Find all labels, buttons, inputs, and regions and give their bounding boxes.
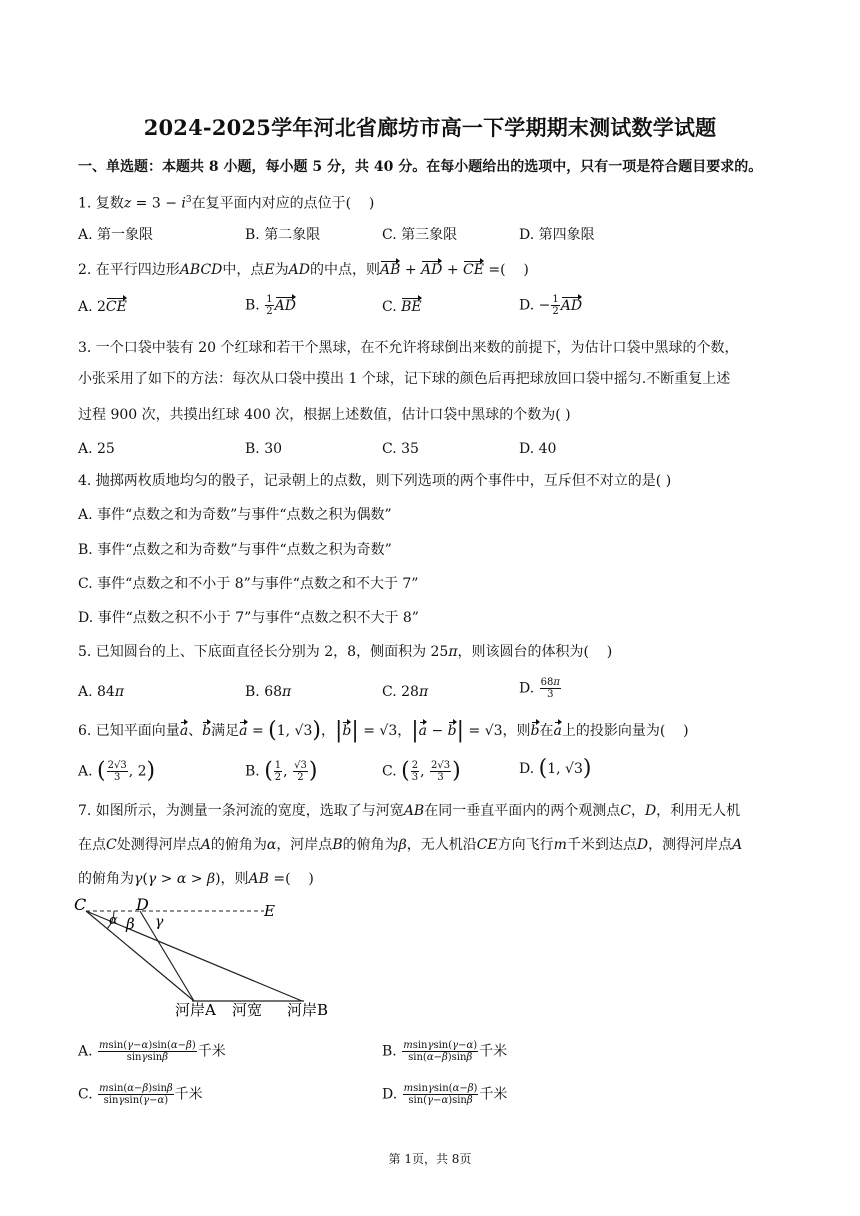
q1-option-d[interactable]: D. 第四象限 <box>519 227 595 243</box>
label-c: C <box>74 895 87 914</box>
q6-option-d[interactable]: D. (1, √3) <box>519 756 592 781</box>
q2-option-b[interactable]: B. $\frac{1}{2}$ AD <box>245 294 296 317</box>
q7-option-b[interactable]: B. $\frac{msin\gamma\sin(\gamma-\alpha)}{\sin(\alpha-\beta)\sin\beta}$ 千米 <box>382 1040 508 1063</box>
q7-option-d[interactable]: D. $\frac{msin\gamma\sin(\alpha-\beta)}{\sin(\gamma-\alpha)\sin\beta}$ 千米 <box>382 1083 508 1106</box>
label-alpha: α <box>109 913 118 928</box>
line-d-a <box>140 911 194 1001</box>
q3-option-c[interactable]: C. 35 <box>382 441 419 457</box>
q6-option-b[interactable]: B. ( $\frac{1}{2}$ , $\frac{√3}{2}$ ) <box>245 758 318 784</box>
question-3-line-3: 过程 900 次，共摸出红球 400 次，根据上述数值，估计口袋中黑球的个数为( ) <box>78 407 571 423</box>
label-e: E <box>264 902 275 920</box>
q5-option-d[interactable]: D. $\frac{68\pi}{3}$ <box>519 677 560 700</box>
q5-option-a[interactable]: A. 84π <box>78 684 125 700</box>
q7-option-a[interactable]: A. $\frac{msin(\gamma-\alpha)\sin(\alpha-\beta)}{\sin\gamma\sin\beta}$ 千米 <box>78 1040 226 1063</box>
label-river-width: 河宽 <box>232 1001 263 1019</box>
q2-option-d[interactable]: D. − $\frac{1}{2}$ AD <box>519 294 583 317</box>
question-7-line-2: 在点C处测得河岸点A的俯角为α，河岸点B的俯角为β，无人机沿CE方向飞行m千米到达点D，测得河岸点A <box>78 837 743 853</box>
question-6-stem: 6. 已知平面向量a、b满足a = (1, √3)，|b| = √3，|a − b| = √3，则b在a上的投影向量为( ) <box>78 718 689 743</box>
q3-option-b[interactable]: B. 30 <box>245 441 283 457</box>
q4-option-c[interactable]: C. 事件“点数之和不小于 8”与事件“点数之和不大于 7” <box>78 576 419 592</box>
q1-option-c[interactable]: C. 第三象限 <box>382 227 458 243</box>
q4-option-a[interactable]: A. 事件“点数之和为奇数”与事件“点数之积为偶数” <box>78 507 392 523</box>
label-d: D <box>136 895 149 914</box>
question-7-line-3: 的俯角为γ(γ > α > β)，则AB =( ) <box>78 871 314 887</box>
question-5-stem: 5. 已知圆台的上、下底面直径长分别为 2，8，侧面积为 25π，则该圆台的体积为( ) <box>78 644 613 660</box>
q6-option-c[interactable]: C. ( $\frac{2}{3}$ , $\frac{2√3}{3}$ ) <box>382 758 461 784</box>
q3-option-a[interactable]: A. 25 <box>78 441 115 457</box>
q4-option-b[interactable]: B. 事件“点数之和为奇数”与事件“点数之积为奇数” <box>78 542 392 558</box>
line-c-a <box>86 911 194 1001</box>
page-footer: 第 1页，共 8页 <box>388 1152 472 1166</box>
river-width-diagram <box>74 894 344 1024</box>
line-c-b <box>86 911 302 1001</box>
q7-unit-a: 千米 <box>197 1043 226 1060</box>
question-3-line-1: 3. 一个口袋中装有 20 个红球和若干个黑球，在不允许将球倒出来数的前提下，为估计口袋中黑球的个数， <box>78 340 739 356</box>
question-2-stem: 2. 在平行四边形ABCD中，点E为AD的中点，则AB + AD + CE =( ) <box>78 262 529 278</box>
question-7-line-1: 7. 如图所示，为测量一条河流的宽度，选取了与河宽AB在同一垂直平面内的两个观测点C，D，利用无人机 <box>78 803 741 819</box>
q2-option-c[interactable]: C. BE <box>382 299 422 315</box>
label-gamma: γ <box>155 914 164 930</box>
q1-option-b[interactable]: B. 第二象限 <box>245 227 321 243</box>
q6-option-a[interactable]: A. ( $\frac{2√3}{3}$ , 2) <box>78 758 156 784</box>
question-3-line-2: 小张采用了如下的方法：每次从口袋中摸出 1 个球，记下球的颜色后再把球放回口袋中摇匀.不断重复上述 <box>78 371 731 387</box>
question-4-stem: 4. 抛掷两枚质地均匀的骰子，记录朝上的点数，则下列选项的两个事件中，互斥但不对立的是( ) <box>78 473 672 489</box>
q1-option-a[interactable]: A. 第一象限 <box>78 227 154 243</box>
q2-option-a[interactable]: A. 2CE <box>78 299 127 315</box>
q3-option-d[interactable]: D. 40 <box>519 441 557 457</box>
q7-unit-d: 千米 <box>479 1086 508 1103</box>
q4-option-d[interactable]: D. 事件“点数之积不小于 7”与事件“点数之积不大于 8” <box>78 610 419 626</box>
label-beta: β <box>126 915 135 933</box>
question-1-stem: 1. 复数$z = 3 - i^3$在复平面内对应的点位于( ) <box>78 195 375 212</box>
q5-option-c[interactable]: C. 28π <box>382 684 429 700</box>
label-bank-b: 河岸B <box>287 1001 329 1019</box>
page-title: 2024-2025学年河北省廊坊市高一下学期期末测试数学试题 <box>143 115 717 140</box>
q7-option-c[interactable]: C. $\frac{msin(\alpha-\beta)\sin\beta}{\sin\gamma\sin(\gamma-\alpha)}$ 千米 <box>78 1083 203 1106</box>
q7-unit-c: 千米 <box>174 1086 203 1103</box>
section-heading: 一、单选题：本题共 8 小题，每小题 5 分，共 40 分。在每小题给出的选项中，只有一项是符合题目要求的。 <box>78 159 763 175</box>
q5-option-b[interactable]: B. 68π <box>245 684 292 700</box>
q7-unit-b: 千米 <box>479 1043 508 1060</box>
label-bank-a: 河岸A <box>175 1001 216 1019</box>
